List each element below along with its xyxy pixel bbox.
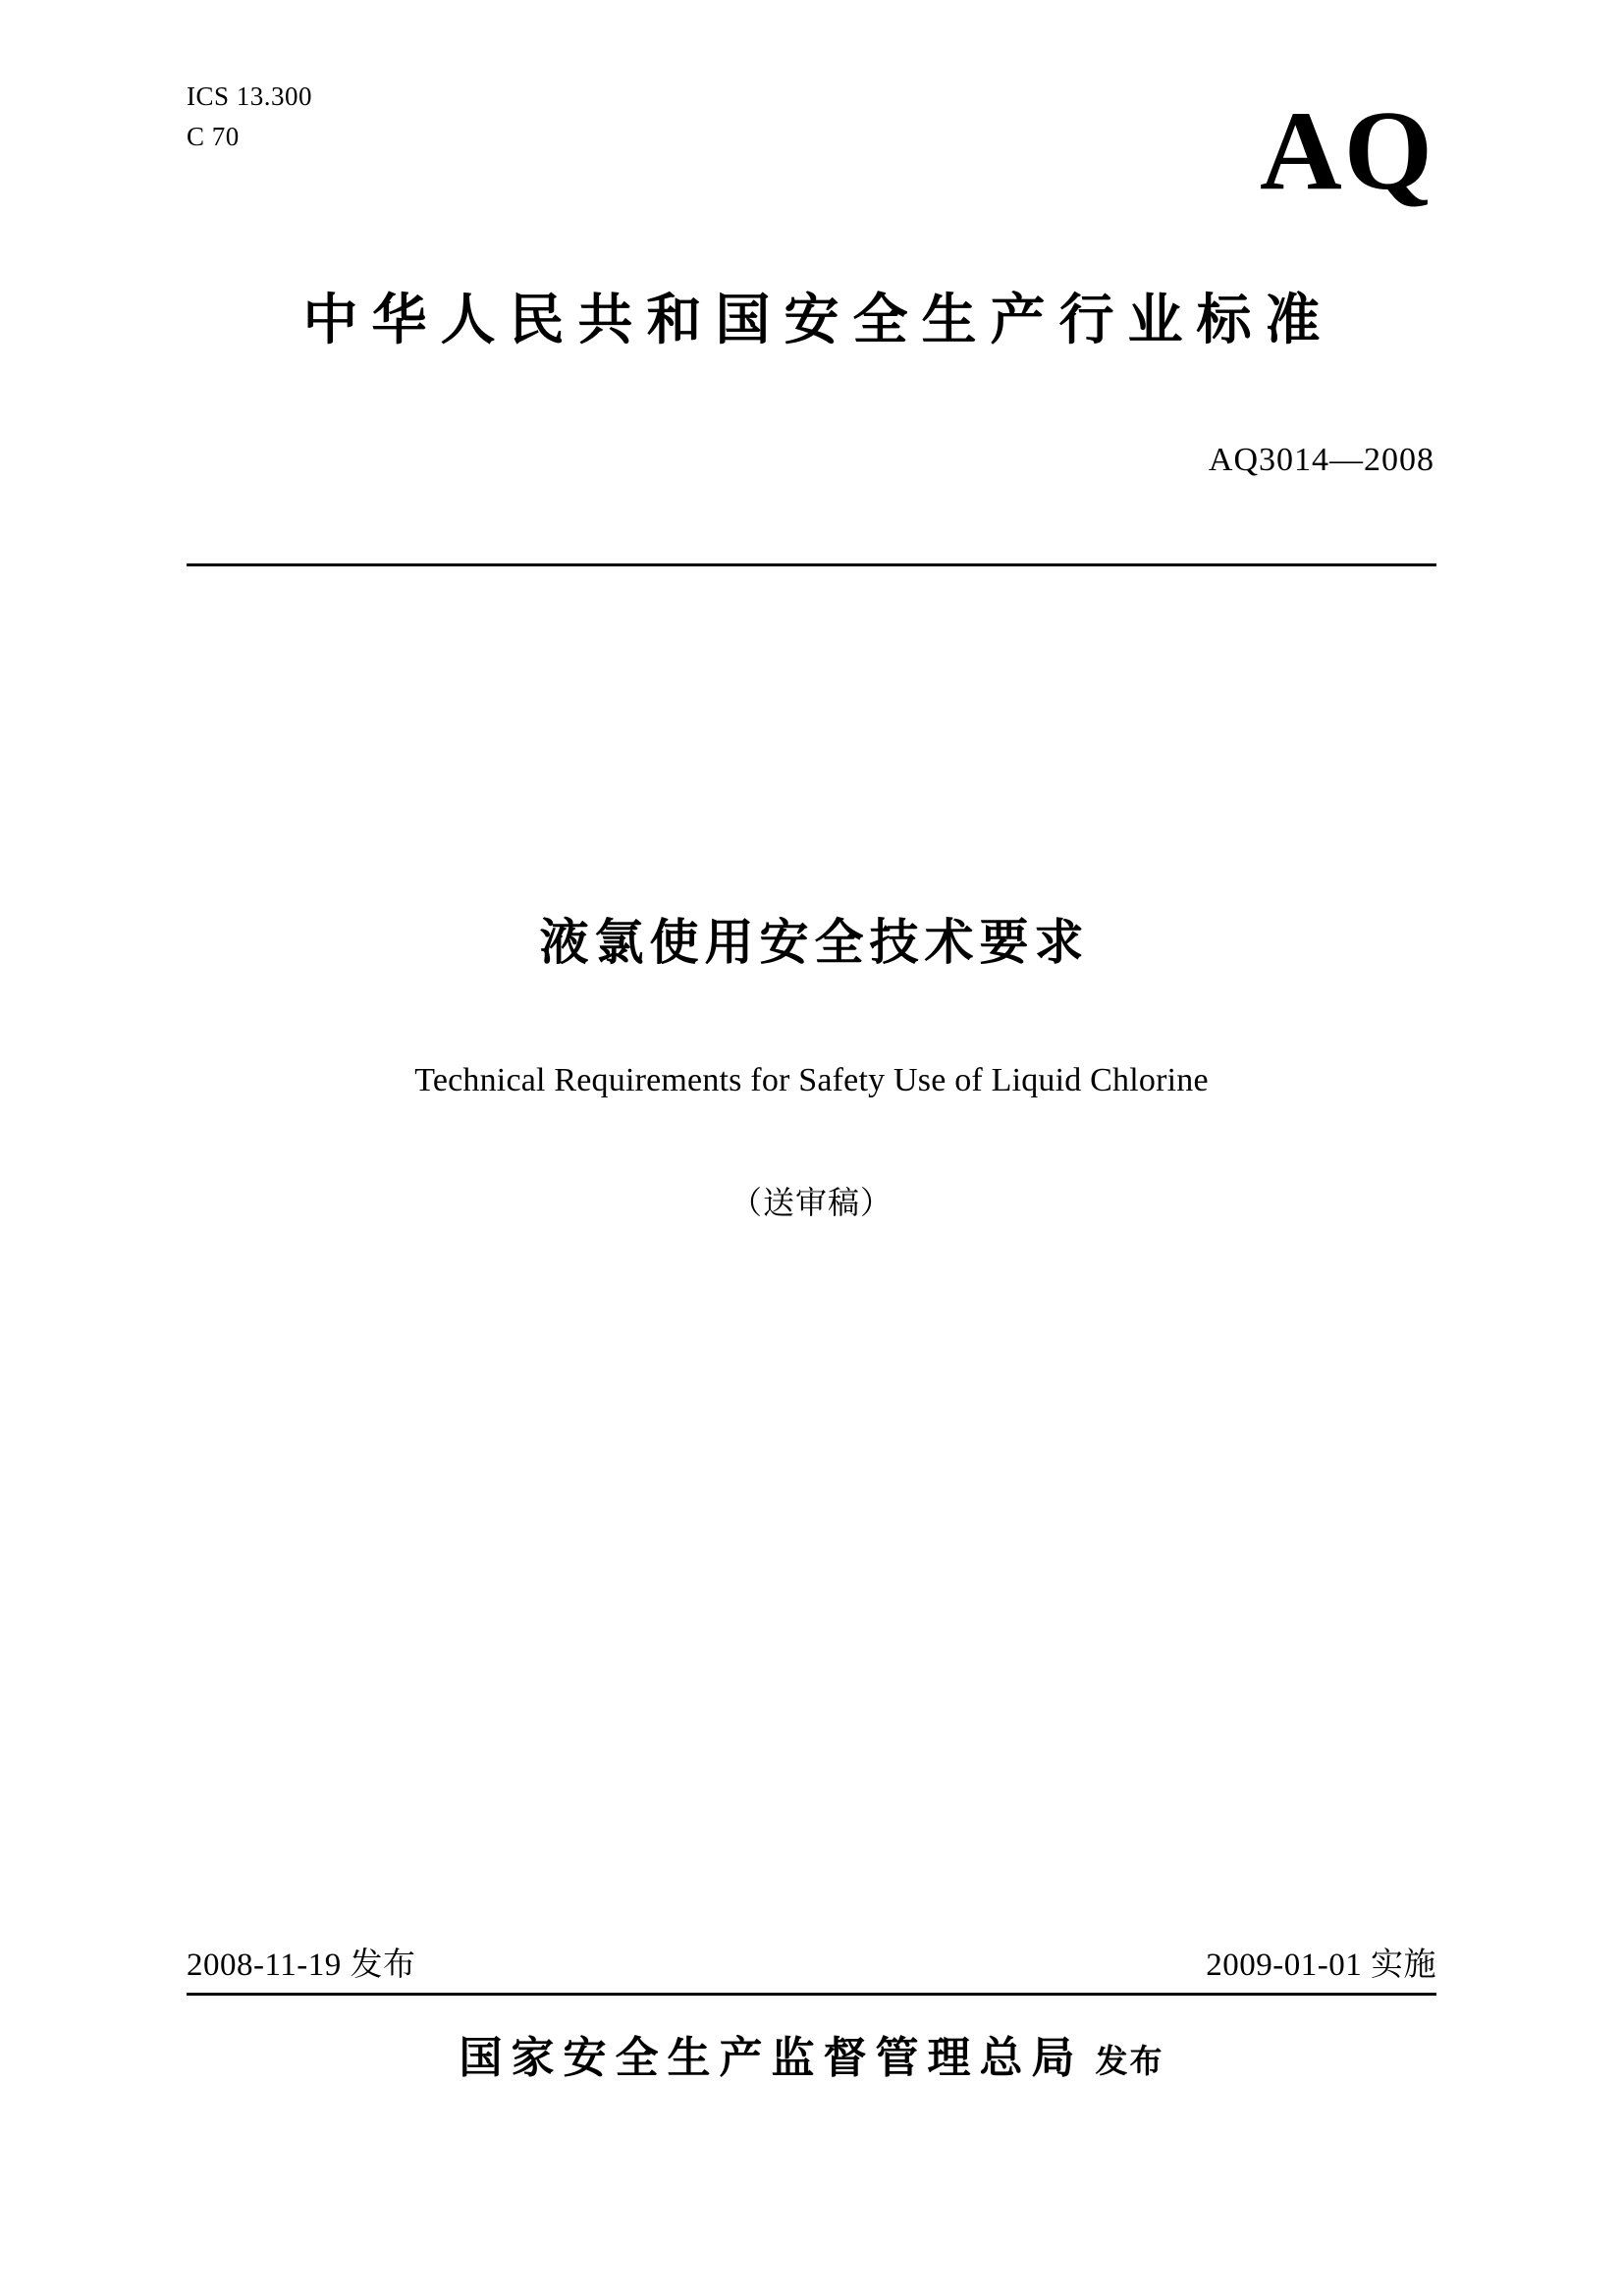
standard-series-title: 中华人民共和国安全生产行业标准	[302, 289, 1334, 352]
issuer-block	[0, 2022, 1623, 2085]
ics-block	[187, 77, 312, 156]
issuer-organization: 国家安全生产监督管理总局	[459, 2033, 1084, 2083]
document-title-english: Technical Requirements for Safety Use of Liquid Chlorine	[414, 1062, 1209, 1098]
footer-dates	[187, 1939, 1436, 1985]
issuer-verb: 发布	[1095, 2042, 1164, 2080]
document-stage-label: （送审稿）	[730, 1185, 893, 1220]
footer-divider	[187, 1993, 1436, 1996]
classification-code: C 70	[187, 121, 240, 151]
standard-number: AQ3014—2008	[1208, 442, 1434, 478]
issue-date: 2008-11-19 发布	[187, 1948, 416, 1983]
ics-code: ICS 13.300	[187, 81, 313, 111]
aq-mark: AQ	[1260, 88, 1434, 214]
document-title-chinese: 液氯使用安全技术要求	[539, 914, 1090, 971]
header-divider	[187, 563, 1436, 566]
effective-date: 2009-01-01 实施	[1206, 1948, 1436, 1983]
